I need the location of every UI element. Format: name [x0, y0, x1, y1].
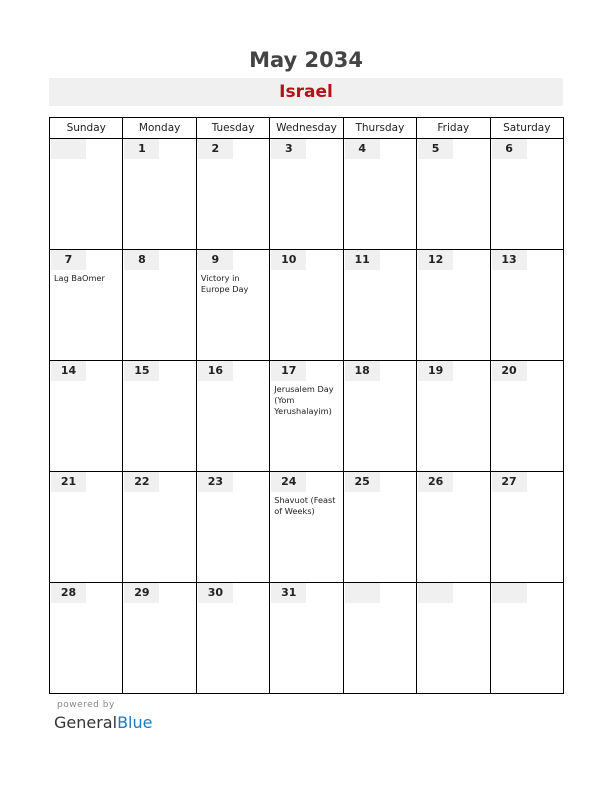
day-number: 11	[345, 250, 380, 270]
day-number: 4	[345, 139, 380, 159]
day-number: 25	[345, 472, 380, 492]
day-number: 8	[124, 250, 159, 270]
day-cell	[270, 583, 343, 694]
week-row	[50, 472, 564, 583]
holiday-label: Jerusalem Day (Yom Yerushalayim)	[274, 384, 334, 416]
day-number: 18	[345, 361, 380, 381]
weekday-header: Sunday	[50, 118, 123, 139]
day-number: 23	[198, 472, 233, 492]
week-row	[50, 361, 564, 472]
day-number: 10	[271, 250, 306, 270]
day-number: 22	[124, 472, 159, 492]
day-cell	[490, 472, 563, 583]
day-number: 15	[124, 361, 159, 381]
day-number: 27	[492, 472, 527, 492]
day-number: 9	[198, 250, 233, 270]
weekday-header: Friday	[417, 118, 490, 139]
day-cell	[50, 250, 123, 361]
day-number: 20	[492, 361, 527, 381]
day-number	[51, 139, 86, 159]
day-cell	[123, 361, 196, 472]
week-row	[50, 139, 564, 250]
day-number: 2	[198, 139, 233, 159]
day-number: 31	[271, 583, 306, 603]
day-number	[492, 583, 527, 603]
day-cell	[343, 139, 416, 250]
weekday-header: Tuesday	[196, 118, 269, 139]
day-cell	[343, 250, 416, 361]
day-cell	[490, 583, 563, 694]
brand-logo[interactable]	[54, 713, 152, 732]
weekday-header-row	[50, 118, 564, 139]
day-cell	[270, 361, 343, 472]
page-title: May 2034	[249, 48, 363, 72]
day-cell	[417, 361, 490, 472]
day-cell	[50, 583, 123, 694]
day-number: 13	[492, 250, 527, 270]
brand-general: General	[54, 713, 118, 732]
week-row	[50, 583, 564, 694]
day-number: 30	[198, 583, 233, 603]
weekday-header: Thursday	[343, 118, 416, 139]
country-name: Israel	[279, 82, 333, 102]
day-cell	[123, 139, 196, 250]
day-cell	[343, 361, 416, 472]
day-cell	[270, 139, 343, 250]
day-number: 3	[271, 139, 306, 159]
day-cell	[270, 250, 343, 361]
day-cell	[490, 250, 563, 361]
weekday-header: Saturday	[490, 118, 563, 139]
holiday-label: Shavuot (Feast of Weeks)	[274, 495, 336, 516]
day-cell	[417, 472, 490, 583]
day-cell	[490, 361, 563, 472]
day-cell	[343, 472, 416, 583]
day-cell	[50, 472, 123, 583]
day-number: 26	[418, 472, 453, 492]
day-cell	[196, 583, 269, 694]
day-cell	[490, 139, 563, 250]
day-cell	[196, 472, 269, 583]
day-cell	[196, 139, 269, 250]
day-number: 24	[271, 472, 306, 492]
day-number: 1	[124, 139, 159, 159]
day-cell	[270, 472, 343, 583]
day-number: 12	[418, 250, 453, 270]
day-number: 21	[51, 472, 86, 492]
day-number: 17	[271, 361, 306, 381]
day-number	[345, 583, 380, 603]
day-cell	[417, 250, 490, 361]
day-number: 16	[198, 361, 233, 381]
day-number	[418, 583, 453, 603]
day-number: 28	[51, 583, 86, 603]
holiday-label: Victory in Europe Day	[200, 273, 249, 294]
week-row	[50, 250, 564, 361]
day-number: 6	[492, 139, 527, 159]
weekday-header: Wednesday	[270, 118, 343, 139]
day-cell	[417, 583, 490, 694]
brand-blue: Blue	[117, 713, 153, 732]
day-number: 5	[418, 139, 453, 159]
country-banner	[49, 78, 563, 106]
holiday-label: Lag BaOmer	[54, 273, 105, 283]
day-number: 29	[124, 583, 159, 603]
calendar-grid	[49, 117, 564, 694]
weekday-header: Monday	[123, 118, 196, 139]
day-number: 19	[418, 361, 453, 381]
day-number: 14	[51, 361, 86, 381]
day-cell	[50, 361, 123, 472]
day-cell	[196, 361, 269, 472]
day-cell	[196, 250, 269, 361]
powered-by-label: powered by	[57, 700, 115, 710]
day-cell	[123, 583, 196, 694]
day-cell	[417, 139, 490, 250]
day-cell	[343, 583, 416, 694]
day-number: 7	[51, 250, 86, 270]
day-cell	[50, 139, 123, 250]
day-cell	[123, 472, 196, 583]
day-cell	[123, 250, 196, 361]
